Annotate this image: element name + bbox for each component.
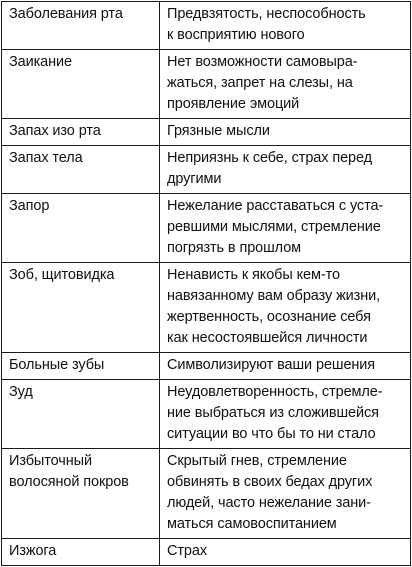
- cause-cell: Грязные мысли: [160, 119, 411, 146]
- table-row: [2, 146, 411, 194]
- condition-cell: Заикание: [2, 50, 160, 119]
- table-row: [2, 119, 411, 146]
- table-row: [2, 50, 411, 119]
- condition-cell: Больные зубы: [2, 353, 160, 380]
- condition-cell: Запах тела: [2, 146, 160, 194]
- condition-cell: Зоб, щитовидка: [2, 263, 160, 353]
- table-row: [2, 2, 411, 50]
- cause-cell: Символизируют ваши решения: [160, 353, 411, 380]
- condition-cell: Изжога: [2, 539, 160, 566]
- table-row: [2, 194, 411, 263]
- conditions-table: [1, 1, 411, 566]
- table-row: [2, 263, 411, 353]
- condition-cell: Избыточный волосяной покров: [2, 449, 160, 539]
- condition-cell: Заболевания рта: [2, 2, 160, 50]
- table-row: [2, 539, 411, 566]
- cause-cell: Предвзятость, неспособность к восприятию нового: [160, 2, 411, 50]
- cause-cell: Неудовлетворенность, стремле- ние выбраться из сложившейся ситуации во что бы то ни стало: [160, 380, 411, 449]
- cause-cell: Нежелание расставаться с уста- ревшими мыслями, стремление погрязть в прошлом: [160, 194, 411, 263]
- table-row: [2, 449, 411, 539]
- condition-cell: Зуд: [2, 380, 160, 449]
- table-row: [2, 380, 411, 449]
- cause-cell: Нет возможности самовыра- жаться, запрет на слезы, на проявление эмоций: [160, 50, 411, 119]
- condition-cell: Запор: [2, 194, 160, 263]
- cause-cell: Ненависть к якобы кем-то навязанному вам образу жизни, жертвенность, осознание себя как несостоявшейся личности: [160, 263, 411, 353]
- cause-cell: Скрытый гнев, стремление обвинять в своих бедах других людей, часто нежелание зани- маться самовоспитанием: [160, 449, 411, 539]
- condition-cell: Запах изо рта: [2, 119, 160, 146]
- cause-cell: Неприязнь к себе, страх перед другими: [160, 146, 411, 194]
- cause-cell: Страх: [160, 539, 411, 566]
- table-row: [2, 353, 411, 380]
